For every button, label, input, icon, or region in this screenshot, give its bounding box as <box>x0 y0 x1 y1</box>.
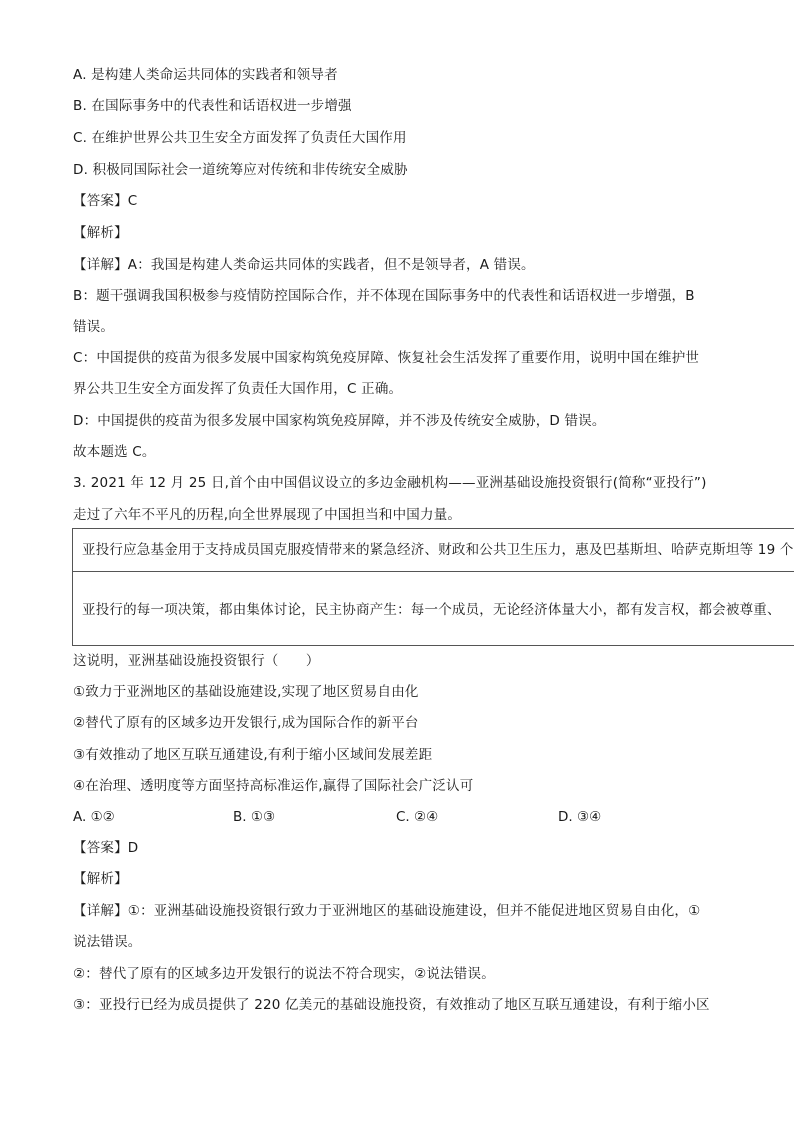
q2-detail-line: 错误。 <box>73 319 115 335</box>
q2-conclusion: 故本题选 C。 <box>73 444 156 460</box>
q3-statement-4: ④在治理、透明度等方面坚持高标准运作,赢得了国际社会广泛认可 <box>73 778 474 794</box>
q3-statement-2: ②替代了原有的区域多边开发银行,成为国际合作的新平台 <box>73 715 419 731</box>
q2-analysis-label: 【解析】 <box>73 225 128 241</box>
q2-detail-line: 界公共卫生安全方面发挥了负责任大国作用，C 正确。 <box>73 381 403 397</box>
q3-material-box <box>72 528 794 646</box>
q3-material-2: 亚投行的每一项决策，都由集体讨论，民主协商产生：每一个成员，无论经济体量大小，都有发言权，都会被尊重、 <box>82 602 781 618</box>
q3-analysis-label: 【解析】 <box>73 871 128 887</box>
q2-option-d: D. 积极同国际社会一道统筹应对传统和非传统安全威胁 <box>73 162 408 178</box>
q3-detail-line: ③：亚投行已经为成员提供了 220 亿美元的基础设施投资，有效推动了地区互联互通建设，有利于缩小区 <box>73 997 710 1013</box>
q3-choice-d: D. ③④ <box>558 809 602 825</box>
q2-answer: 【答案】C <box>73 193 138 209</box>
q3-detail-line: ②：替代了原有的区域多边开发银行的说法不符合现实，②说法错误。 <box>73 966 495 982</box>
q3-choice-c: C. ②④ <box>396 809 439 825</box>
q2-option-b: B. 在国际事务中的代表性和话语权进一步增强 <box>73 98 352 114</box>
q3-stem-line: 走过了六年不平凡的历程,向全世界展现了中国担当和中国力量。 <box>73 507 462 523</box>
q3-statement-1: ①致力于亚洲地区的基础设施建设,实现了地区贸易自由化 <box>73 684 419 700</box>
q3-stem-line: 3. 2021 年 12 月 25 日,首个由中国倡议设立的多边金融机构——亚洲基础设施投资银行(简称“亚投行”) <box>73 475 707 491</box>
q2-detail-line: C：中国提供的疫苗为很多发展中国家构筑免疫屏障、恢复社会生活发挥了重要作用，说明中国在维护世 <box>73 350 700 366</box>
q2-detail-line: B：题干强调我国积极参与疫情防控国际合作，并不体现在国际事务中的代表性和话语权进一步增强，B <box>73 288 695 304</box>
q3-choice-a: A. ①② <box>73 809 115 825</box>
q3-question: 这说明，亚洲基础设施投资银行（ ） <box>73 653 320 669</box>
q3-answer: 【答案】D <box>73 840 139 856</box>
q3-choice-b: B. ①③ <box>233 809 276 825</box>
q3-material-1: 亚投行应急基金用于支持成员国克服疫情带来的紧急经济、财政和公共卫生压力，惠及巴基斯坦、哈萨克斯坦等 19 个 <box>82 542 794 558</box>
q2-detail-line: D：中国提供的疫苗为很多发展中国家构筑免疫屏障，并不涉及传统安全威胁，D 错误。 <box>73 413 606 429</box>
q3-statement-3: ③有效推动了地区互联互通建设,有利于缩小区域间发展差距 <box>73 747 433 763</box>
q2-detail-line: 【详解】A：我国是构建人类命运共同体的实践者，但不是领导者，A 错误。 <box>73 257 535 273</box>
q3-detail-line: 说法错误。 <box>73 934 142 950</box>
q2-option-c: C. 在维护世界公共卫生安全方面发挥了负责任大国作用 <box>73 130 407 146</box>
q2-option-a: A. 是构建人类命运共同体的实践者和领导者 <box>73 67 338 83</box>
q3-detail-line: 【详解】①：亚洲基础设施投资银行致力于亚洲地区的基础设施建设，但并不能促进地区贸易自由化，① <box>73 903 701 919</box>
material-divider <box>73 571 794 572</box>
